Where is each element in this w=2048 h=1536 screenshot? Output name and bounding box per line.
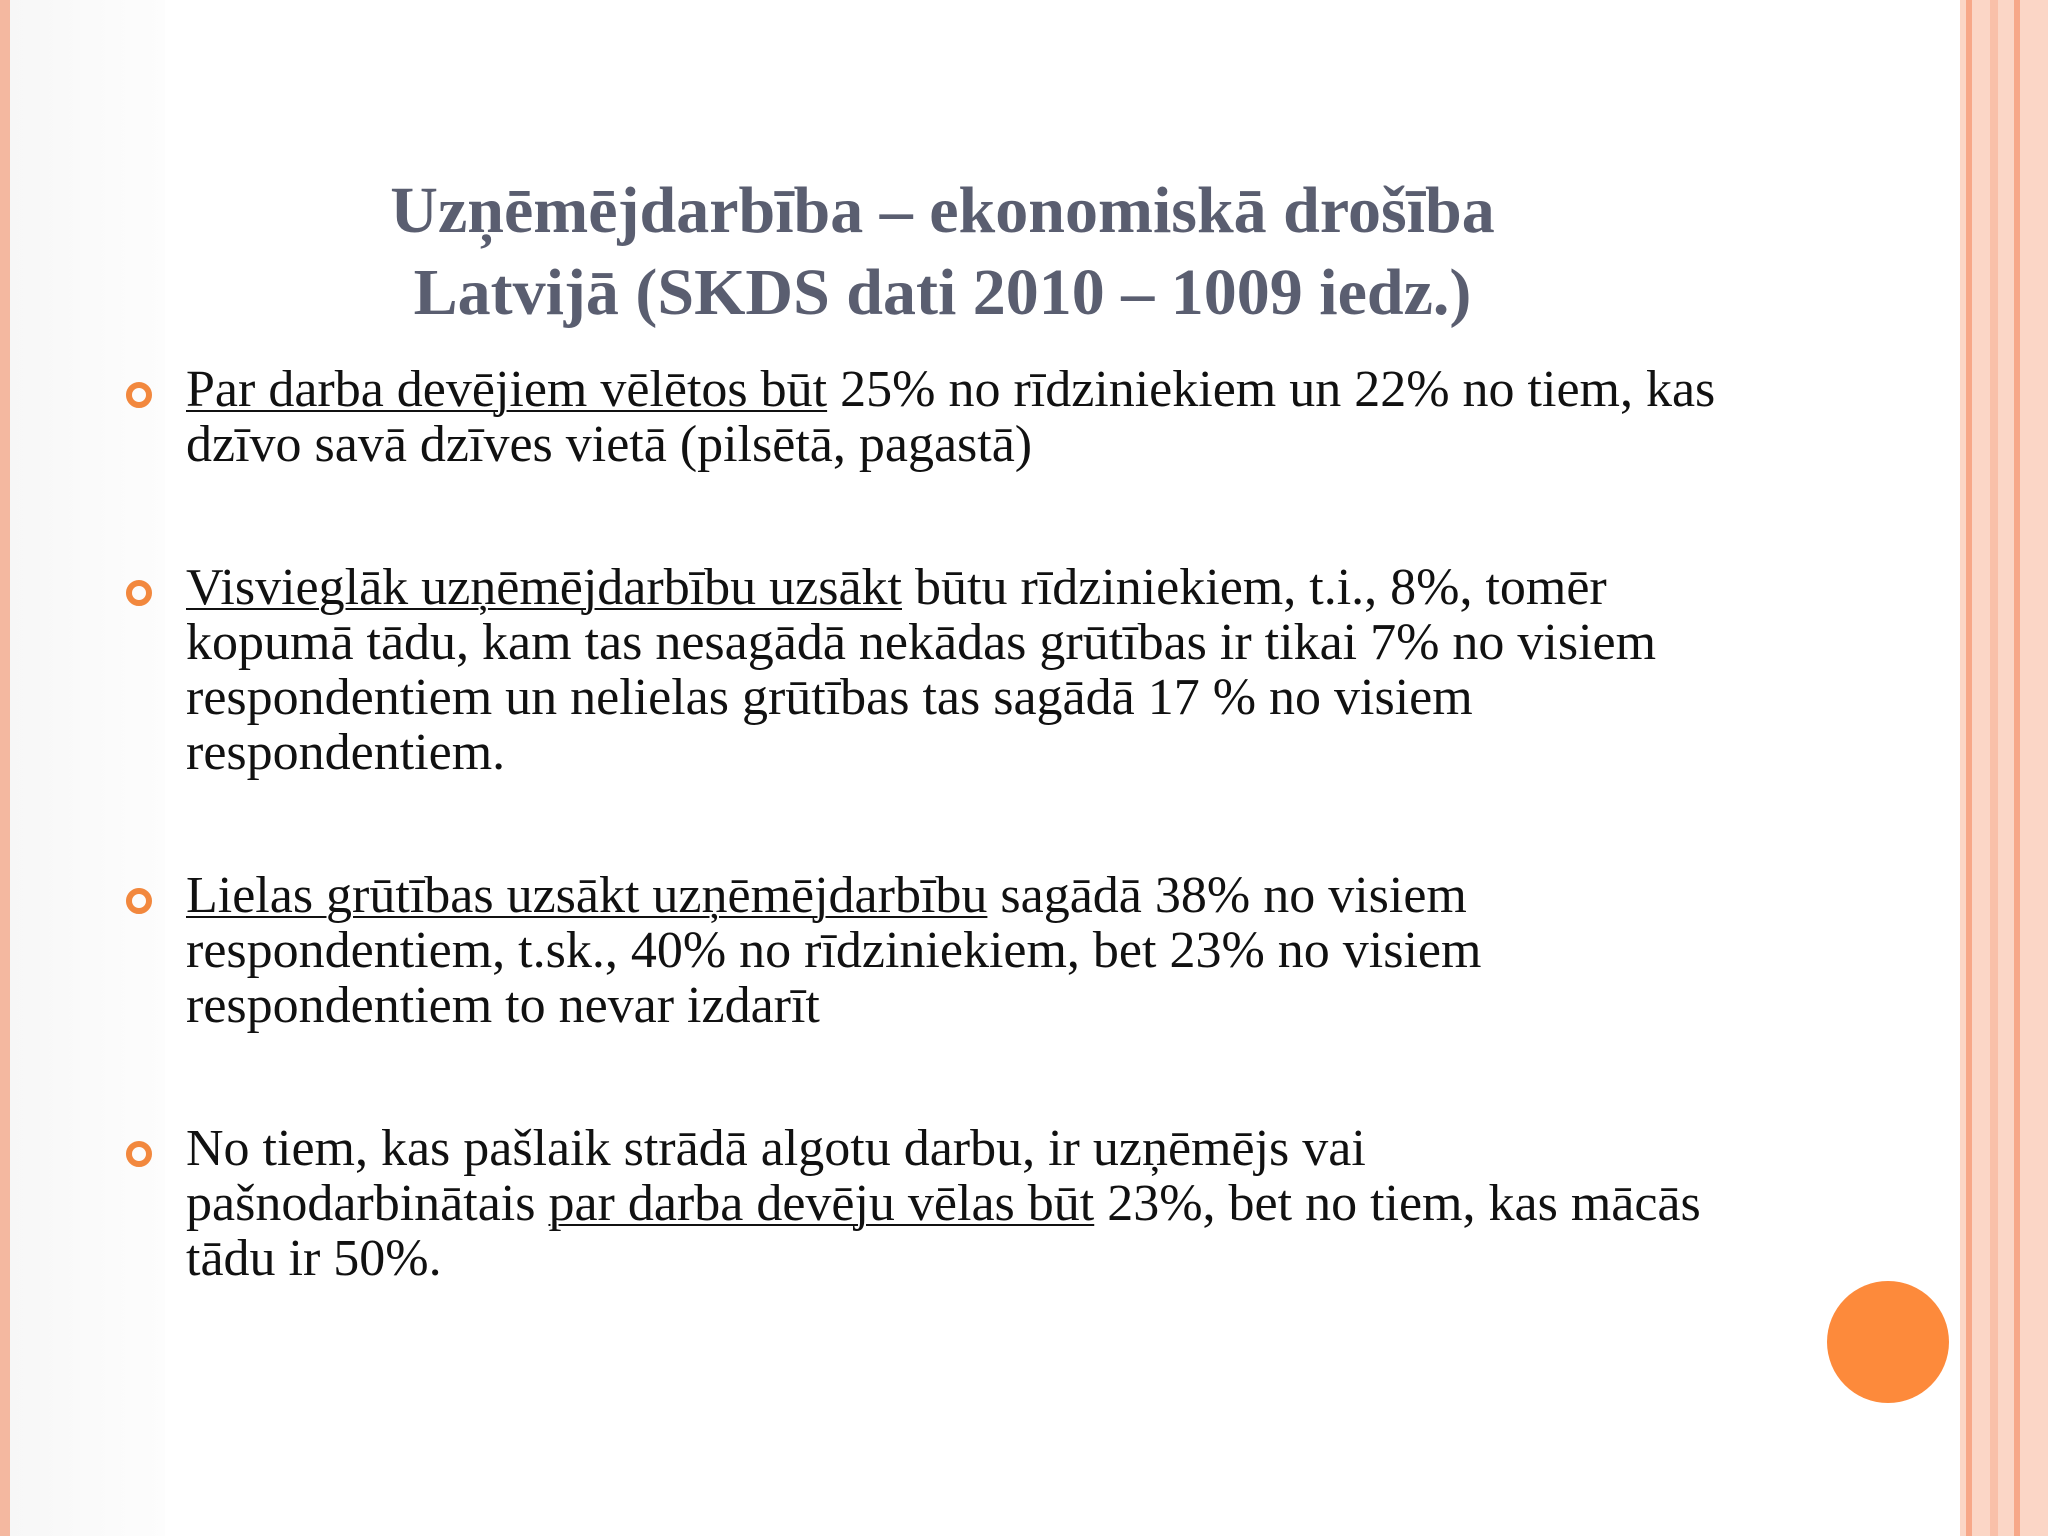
ring-bullet-icon [126,580,152,606]
bullet-text: būtu rīdziniekiem, t.i., 8%, tomēr kopumā tādu, kam tas nesagādā nekādas grūtības ir tikai 7% no visiem respondentiem un nelielas grūtības tas sagādā 17 % no visiem respondentiem. [186,559,1657,781]
bullet-item [122,362,1722,472]
right-decorative-band [1960,0,2048,1536]
slide-title-line1: Uzņēmējdarbība – ekonomiskā drošība [390,174,1495,247]
ring-bullet-icon [126,1141,152,1167]
bullet-item [122,1121,1722,1286]
right-band-line [1966,0,1972,1536]
ring-bullet-icon [126,382,152,408]
right-band-line [1990,0,1998,1536]
bullet-text: 23%, bet no tiem, kas mācās tādu ir 50%. [186,1175,1701,1287]
slide-title-line2: Latvijā (SKDS dati 2010 – 1009 iedz.) [413,256,1472,329]
slide-title [200,170,1685,334]
ring-bullet-icon [126,888,152,914]
bullet-underlined-text: Lielas grūtības uzsākt uzņēmējdarbību [186,867,988,924]
bullet-underlined-text: Visvieglāk uzņēmējdarbību uzsākt [186,559,902,616]
bullet-text: sagādā 38% no visiem respondentiem, t.sk., 40% no rīdziniekiem, bet 23% no visiem respondentiem to nevar izdarīt [186,867,1482,1034]
right-band-line [2014,0,2020,1536]
bullet-item [122,560,1722,780]
bullet-text: No tiem, kas pašlaik strādā algotu darbu, ir uzņēmējs vai pašnodarbinātais [186,1120,1366,1232]
bullet-text: 25% no rīdziniekiem un 22% no tiem, kas dzīvo savā dzīves vietā (pilsētā, pagastā) [186,361,1716,473]
bullet-underlined-text: par darba devēju vēlas būt [548,1175,1095,1232]
bullet-list [122,362,1722,1374]
bullet-item [122,868,1722,1033]
left-border-stripe [0,0,10,1536]
decorative-orange-circle [1827,1281,1949,1403]
bullet-underlined-text: Par darba devējiem vēlētos būt [186,361,828,418]
